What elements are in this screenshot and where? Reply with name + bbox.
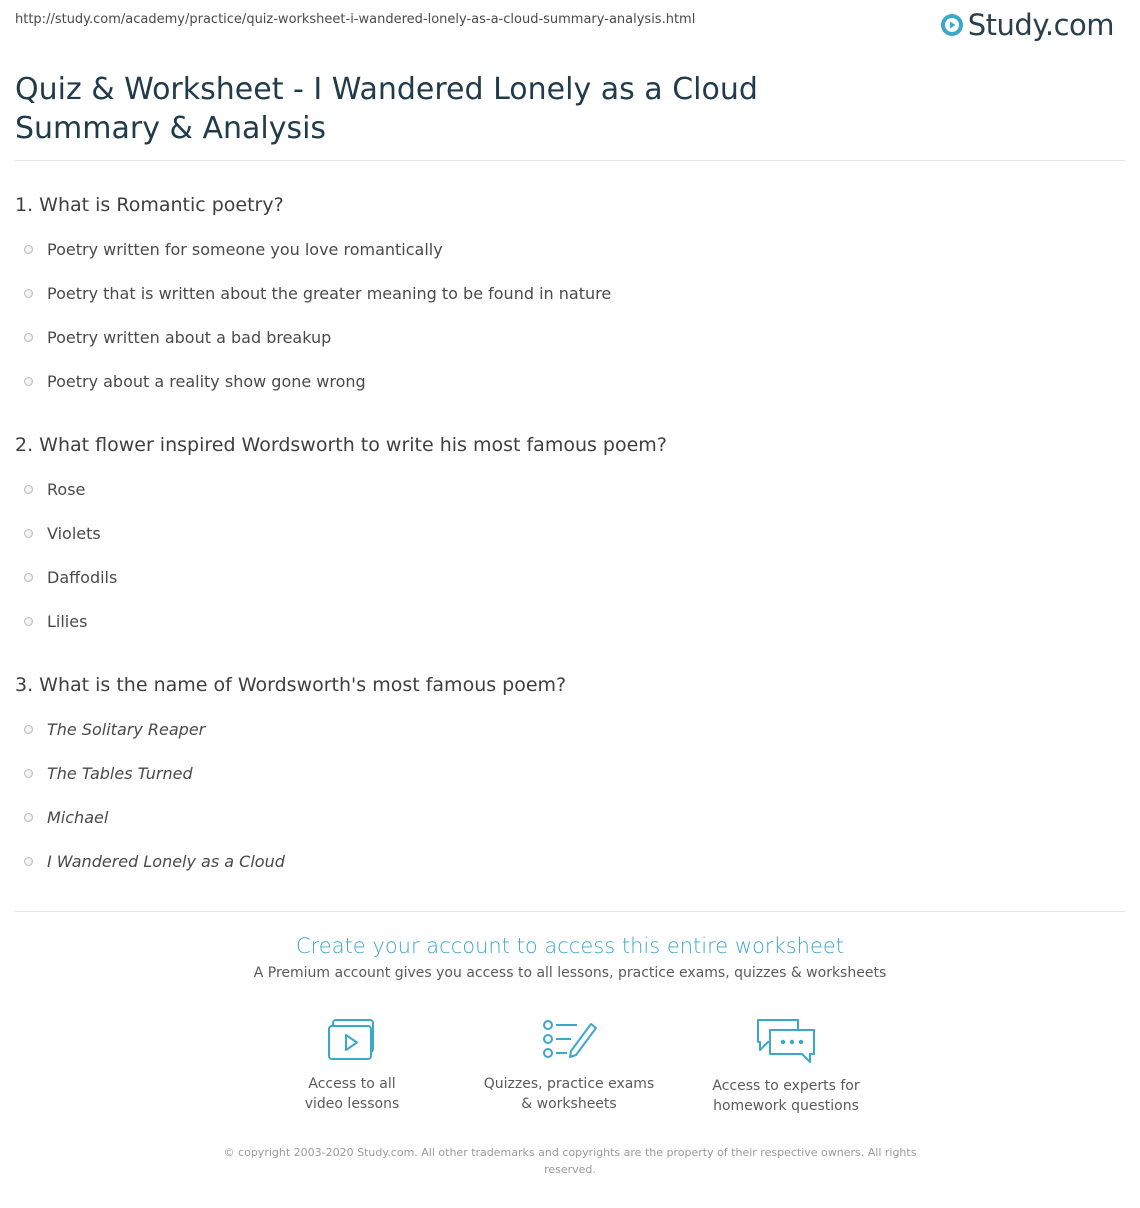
question-2: 2. What flower inspired Wordsworth to write his most famous poem?: [15, 434, 667, 456]
feature-label: Access to experts for homework questions: [712, 1078, 860, 1114]
play-circle-icon: [940, 13, 964, 37]
answer-option[interactable]: [24, 372, 366, 391]
radio-button[interactable]: [24, 485, 33, 494]
radio-button[interactable]: [24, 725, 33, 734]
title-divider: [15, 160, 1125, 161]
feature-experts: [676, 1018, 896, 1116]
feature-video-lessons: [242, 1018, 462, 1114]
answer-option[interactable]: [24, 240, 443, 259]
radio-button[interactable]: [24, 377, 33, 386]
answer-label: Violets: [47, 524, 101, 543]
radio-button[interactable]: [24, 813, 33, 822]
answer-label: Daffodils: [47, 568, 118, 587]
radio-button[interactable]: [24, 245, 33, 254]
create-account-link[interactable]: Create your account to access this entire worksheet: [295, 934, 845, 958]
copyright-text: © copyright 2003-2020 Study.com. All other trademarks and copyrights are the property of their respective owners. All rights reserved.: [223, 1146, 917, 1176]
logo-text: Study.com: [967, 8, 1114, 42]
answer-option[interactable]: [24, 612, 87, 631]
question-3: 3. What is the name of Wordsworth's most famous poem?: [15, 674, 567, 696]
answer-label: The Tables Turned: [47, 764, 193, 783]
question-1: 1. What is Romantic poetry?: [15, 194, 284, 216]
feature-label: Quizzes, practice exams & worksheets: [483, 1076, 655, 1112]
answer-label: The Solitary Reaper: [47, 720, 206, 739]
answer-label: Poetry about a reality show gone wrong: [47, 372, 366, 391]
study-logo[interactable]: [940, 8, 1114, 42]
answer-option[interactable]: [24, 852, 285, 871]
radio-button[interactable]: [24, 617, 33, 626]
answer-label: Poetry written about a bad breakup: [47, 328, 332, 347]
answer-label: Rose: [47, 480, 86, 499]
premium-description: A Premium account gives you access to all lessons, practice exams, quizzes & worksheets: [253, 965, 887, 981]
answer-option[interactable]: [24, 764, 193, 783]
answer-option[interactable]: [24, 328, 331, 347]
answer-option[interactable]: [24, 480, 85, 499]
feature-quizzes: [459, 1018, 679, 1114]
section-divider: [15, 911, 1125, 912]
radio-button[interactable]: [24, 289, 33, 298]
expert-chat-icon: [754, 1018, 818, 1064]
radio-button[interactable]: [24, 857, 33, 866]
video-lesson-icon: [326, 1018, 378, 1062]
answer-option[interactable]: [24, 284, 611, 303]
answer-label: Michael: [47, 808, 109, 827]
radio-button[interactable]: [24, 573, 33, 582]
answer-option[interactable]: [24, 524, 101, 543]
feature-label: Access to all video lessons: [304, 1076, 400, 1112]
answer-label: I Wandered Lonely as a Cloud: [47, 852, 285, 871]
answer-label: Poetry that is written about the greater meaning to be found in nature: [47, 284, 612, 303]
answer-option[interactable]: [24, 720, 205, 739]
radio-button[interactable]: [24, 769, 33, 778]
radio-button[interactable]: [24, 529, 33, 538]
answer-option[interactable]: [24, 808, 108, 827]
answer-option[interactable]: [24, 568, 117, 587]
quiz-checklist-icon: [541, 1018, 597, 1062]
page-title: Quiz & Worksheet - I Wandered Lonely as a Cloud Summary & Analysis: [15, 72, 758, 146]
radio-button[interactable]: [24, 333, 33, 342]
answer-label: Poetry written for someone you love romantically: [47, 240, 443, 259]
page-url: http://study.com/academy/practice/quiz-worksheet-i-wandered-lonely-as-a-cloud-summary-analysis.html: [15, 12, 696, 27]
answer-label: Lilies: [47, 612, 88, 631]
